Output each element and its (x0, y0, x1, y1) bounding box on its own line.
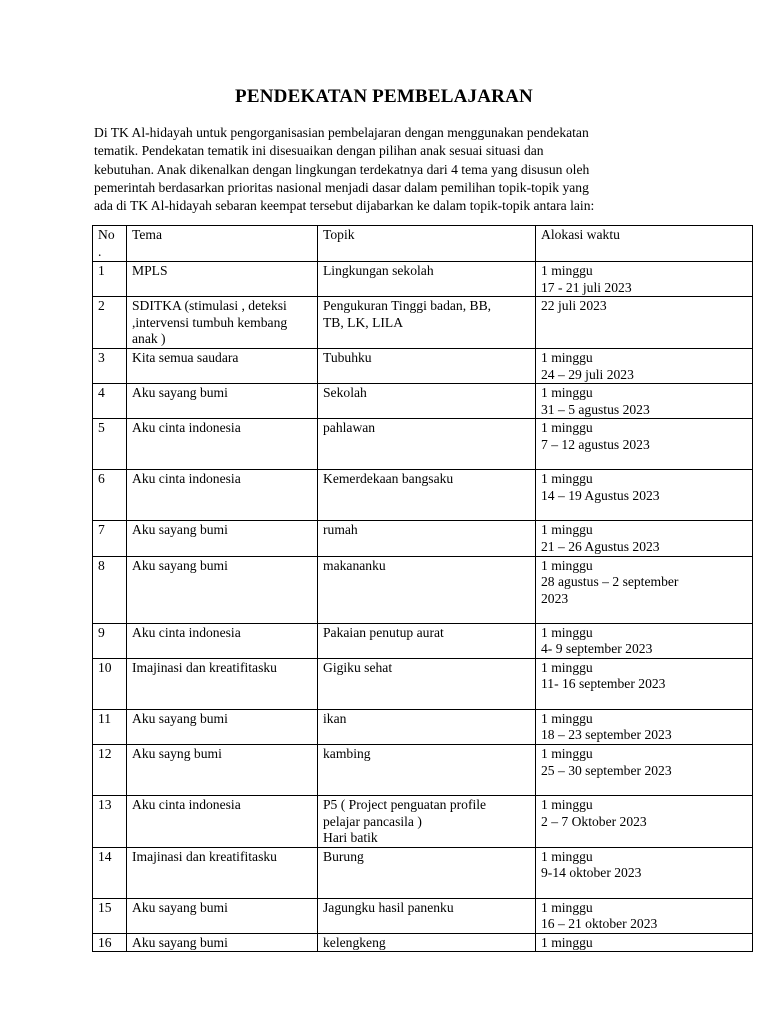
cell-tema (127, 933, 318, 952)
cell-tema-line: Aku sayng bumi (132, 745, 222, 761)
cell-tema (127, 744, 318, 795)
cell-no (93, 262, 127, 297)
intro-paragraph (94, 124, 694, 215)
cell-tema-line: Aku sayang bumi (132, 899, 228, 915)
cell-alokasi-waktu (536, 933, 753, 952)
cell-no-line: 1 (98, 263, 105, 278)
cell-no-line: 13 (98, 796, 112, 812)
cell-topik-line: rumah (323, 522, 358, 538)
cell-alokasi-waktu (536, 709, 753, 744)
cell-alokasi-waktu-line: 1 minggu (541, 624, 593, 640)
cell-no-line: 12 (98, 745, 112, 761)
cell-alokasi-waktu-line: 16 – 21 oktober 2023 (541, 916, 658, 932)
cell-no (93, 384, 127, 419)
cell-tema-line: SDITKA (stimulasi , deteksi (132, 298, 287, 314)
cell-alokasi-waktu-line: 1 minggu (541, 349, 593, 365)
cell-tema-line: Aku cinta indonesia (132, 471, 241, 487)
cell-topik-line: Tubuhku (323, 349, 372, 365)
cell-alokasi-waktu (536, 348, 753, 383)
cell-topik-line: TB, LK, LILA (323, 314, 404, 330)
cell-topik (318, 623, 536, 658)
cell-alokasi-waktu-line: 1 minggu (541, 848, 593, 864)
cell-topik (318, 898, 536, 933)
cell-no-line: 3 (98, 349, 105, 365)
cell-alokasi-waktu-line: 1 minggu (541, 659, 593, 675)
cell-alokasi-waktu-line: 11- 16 september 2023 (541, 676, 666, 692)
cell-tema-line: Aku sayang bumi (132, 710, 228, 726)
cell-topik (318, 556, 536, 623)
cell-tema-line: anak ) (132, 331, 166, 347)
header-topik (318, 226, 536, 262)
cell-tema-line: Kita semua saudara (132, 349, 239, 365)
cell-no-line: 7 (98, 522, 105, 538)
cell-tema-line: Aku cinta indonesia (132, 796, 241, 812)
cell-alokasi-waktu-line: 1 minggu (541, 745, 593, 761)
cell-alokasi-waktu (536, 262, 753, 297)
header-alokasi-waktu (536, 226, 753, 262)
cell-no (93, 795, 127, 847)
header-line: Tema (132, 227, 162, 242)
cell-tema (127, 847, 318, 898)
cell-tema (127, 658, 318, 709)
cell-no-line: 2 (98, 298, 105, 314)
cell-alokasi-waktu-line: 9-14 oktober 2023 (541, 865, 642, 881)
header-tema (127, 226, 318, 262)
cell-tema-line: Aku sayang bumi (132, 557, 228, 573)
cell-alokasi-waktu-line: 28 agustus – 2 september (541, 574, 679, 590)
cell-no (93, 744, 127, 795)
cell-tema (127, 419, 318, 470)
cell-alokasi-waktu (536, 623, 753, 658)
intro-line: ada di TK Al-hidayah sebaran keempat tersebut dijabarkan ke dalam topik-topik antara lain: (94, 198, 595, 214)
table-row (93, 262, 753, 297)
cell-no-line: 16 (98, 934, 112, 950)
cell-alokasi-waktu-line: 18 – 23 september 2023 (541, 727, 672, 743)
table-row (93, 795, 753, 847)
header-text (132, 227, 312, 244)
cell-no (93, 470, 127, 521)
cell-topik-line: Burung (323, 848, 364, 864)
cell-tema (127, 262, 318, 297)
cell-topik-line: pahlawan (323, 420, 376, 436)
table-row (93, 847, 753, 898)
table-row (93, 898, 753, 933)
cell-topik-line: P5 ( Project penguatan profile (323, 796, 487, 812)
cell-topik (318, 795, 536, 847)
cell-tema-line: Aku sayang bumi (132, 522, 228, 538)
cell-tema-line: Aku cinta indonesia (132, 624, 241, 640)
cell-topik-line: Pengukuran Tinggi badan, BB, (323, 298, 492, 314)
header-line: . (98, 243, 102, 259)
table-row (93, 744, 753, 795)
cell-tema-line: Aku sayang bumi (132, 385, 228, 401)
cell-no (93, 556, 127, 623)
cell-topik (318, 384, 536, 419)
cell-topik (318, 348, 536, 383)
header-line: No (98, 227, 115, 242)
intro-line: tematik. Pendekatan tematik ini disesuaikan dengan pilihan anak sesuai situasi dan (94, 143, 544, 159)
cell-no-line: 6 (98, 471, 105, 487)
cell-topik-line: kambing (323, 745, 371, 761)
cell-alokasi-waktu-line: 1 minggu (541, 471, 593, 487)
cell-alokasi-waktu-line: 22 juli 2023 (541, 298, 607, 314)
cell-topik-line: Jagungku hasil panenku (323, 899, 454, 915)
cell-alokasi-waktu (536, 658, 753, 709)
cell-tema (127, 898, 318, 933)
cell-alokasi-waktu-line: 17 - 21 juli 2023 (541, 279, 632, 295)
table-row (93, 933, 753, 952)
cell-topik-line: Pakaian penutup aurat (323, 624, 444, 640)
header-no (93, 226, 127, 262)
cell-tema (127, 556, 318, 623)
cell-alokasi-waktu-line: 31 – 5 agustus 2023 (541, 401, 650, 417)
cell-alokasi-waktu-line: 1 minggu (541, 420, 593, 436)
table-row (93, 623, 753, 658)
table-row (93, 297, 753, 349)
cell-tema (127, 348, 318, 383)
cell-no-line: 4 (98, 385, 105, 401)
cell-alokasi-waktu-line: 24 – 29 juli 2023 (541, 366, 634, 382)
cell-alokasi-waktu-line: 7 – 12 agustus 2023 (541, 436, 650, 452)
cell-no-line: 11 (98, 710, 112, 726)
cell-tema (127, 521, 318, 556)
cell-topik-line: ikan (323, 710, 347, 726)
cell-alokasi-waktu-line: 21 – 26 Agustus 2023 (541, 538, 660, 554)
cell-tema (127, 384, 318, 419)
intro-line: pemerintah berdasarkan prioritas nasional menjadi dasar dalam pemilihan topik-topik yang (94, 179, 589, 195)
table-row (93, 521, 753, 556)
cell-alokasi-waktu-line: 1 minggu (541, 522, 593, 538)
table-row (93, 384, 753, 419)
cell-alokasi-waktu-line: 25 – 30 september 2023 (541, 762, 672, 778)
page-title: PENDEKATAN PEMBELAJARAN (235, 86, 533, 107)
cell-topik (318, 262, 536, 297)
cell-tema-line: MPLS (132, 263, 168, 278)
cell-no (93, 623, 127, 658)
header-line: Topik (323, 227, 355, 242)
cell-topik (318, 933, 536, 952)
topic-schedule-table (92, 225, 753, 952)
cell-topik (318, 709, 536, 744)
cell-topik (318, 744, 536, 795)
cell-topik (318, 470, 536, 521)
table-row (93, 658, 753, 709)
cell-topik-line: Gigiku sehat (323, 659, 393, 675)
cell-alokasi-waktu (536, 470, 753, 521)
cell-tema-line: Aku sayang bumi (132, 934, 228, 950)
cell-tema (127, 623, 318, 658)
cell-topik (318, 419, 536, 470)
cell-topik-line: pelajar pancasila ) (323, 813, 422, 829)
table-row (93, 556, 753, 623)
cell-topik-line: Lingkungan sekolah (323, 263, 434, 278)
table-header-row (93, 226, 753, 262)
cell-no-line: 14 (98, 848, 112, 864)
cell-no-line: 9 (98, 624, 105, 640)
table-row (93, 348, 753, 383)
cell-alokasi-waktu-line: 1 minggu (541, 557, 593, 573)
cell-topik (318, 521, 536, 556)
table-row (93, 709, 753, 744)
cell-no-line: 8 (98, 557, 105, 573)
cell-tema-line: Imajinasi dan kreatifitasku (132, 659, 277, 675)
cell-no-line: 10 (98, 659, 112, 675)
intro-line: Di TK Al-hidayah untuk pengorganisasian pembelajaran dengan menggunakan pendekatan (94, 125, 589, 140)
cell-alokasi-waktu-line: 1 minggu (541, 796, 593, 812)
cell-alokasi-waktu-line: 1 minggu (541, 899, 593, 915)
cell-topik-line: Hari batik (323, 830, 378, 846)
cell-alokasi-waktu (536, 898, 753, 933)
cell-no-line: 5 (98, 420, 105, 436)
cell-alokasi-waktu (536, 384, 753, 419)
header-line: Alokasi waktu (541, 227, 620, 242)
cell-topik (318, 847, 536, 898)
cell-alokasi-waktu-line: 1 minggu (541, 710, 593, 726)
cell-no (93, 348, 127, 383)
header-text (541, 227, 747, 244)
cell-alokasi-waktu (536, 795, 753, 847)
cell-topik-line: Sekolah (323, 385, 367, 401)
cell-topik (318, 658, 536, 709)
cell-no (93, 933, 127, 952)
cell-alokasi-waktu-line: 2 – 7 Oktober 2023 (541, 813, 647, 829)
cell-tema (127, 795, 318, 847)
intro-line: kebutuhan. Anak dikenalkan dengan lingkungan terdekatnya dari 4 tema yang disusun oleh (94, 161, 590, 177)
header-text (98, 227, 121, 260)
cell-tema (127, 709, 318, 744)
cell-alokasi-waktu (536, 297, 753, 349)
cell-tema-line: Imajinasi dan kreatifitasku (132, 848, 277, 864)
cell-alokasi-waktu (536, 521, 753, 556)
cell-no (93, 847, 127, 898)
cell-no (93, 898, 127, 933)
cell-no (93, 297, 127, 349)
cell-tema (127, 297, 318, 349)
cell-alokasi-waktu (536, 556, 753, 623)
cell-alokasi-waktu (536, 847, 753, 898)
cell-tema-line: ,intervensi tumbuh kembang (132, 314, 288, 330)
cell-tema-line: Aku cinta indonesia (132, 420, 241, 436)
cell-alokasi-waktu-line: 1 minggu (541, 385, 593, 401)
cell-tema (127, 470, 318, 521)
cell-no (93, 521, 127, 556)
cell-no (93, 709, 127, 744)
header-text (323, 227, 530, 244)
cell-alokasi-waktu-line: 14 – 19 Agustus 2023 (541, 487, 660, 503)
cell-alokasi-waktu-line: 4- 9 september 2023 (541, 641, 653, 657)
cell-topik (318, 297, 536, 349)
cell-topik-line: makananku (323, 557, 386, 573)
cell-alokasi-waktu (536, 744, 753, 795)
cell-alokasi-waktu-line: 1 minggu (541, 934, 593, 950)
cell-topik-line: Kemerdekaan bangsaku (323, 471, 454, 487)
cell-no (93, 419, 127, 470)
table-row (93, 419, 753, 470)
cell-no-line: 15 (98, 899, 112, 915)
cell-alokasi-waktu (536, 419, 753, 470)
cell-alokasi-waktu-line: 2023 (541, 590, 569, 606)
cell-topik-line: kelengkeng (323, 934, 386, 950)
cell-no (93, 658, 127, 709)
table-row (93, 470, 753, 521)
cell-alokasi-waktu-line: 1 minggu (541, 263, 593, 278)
